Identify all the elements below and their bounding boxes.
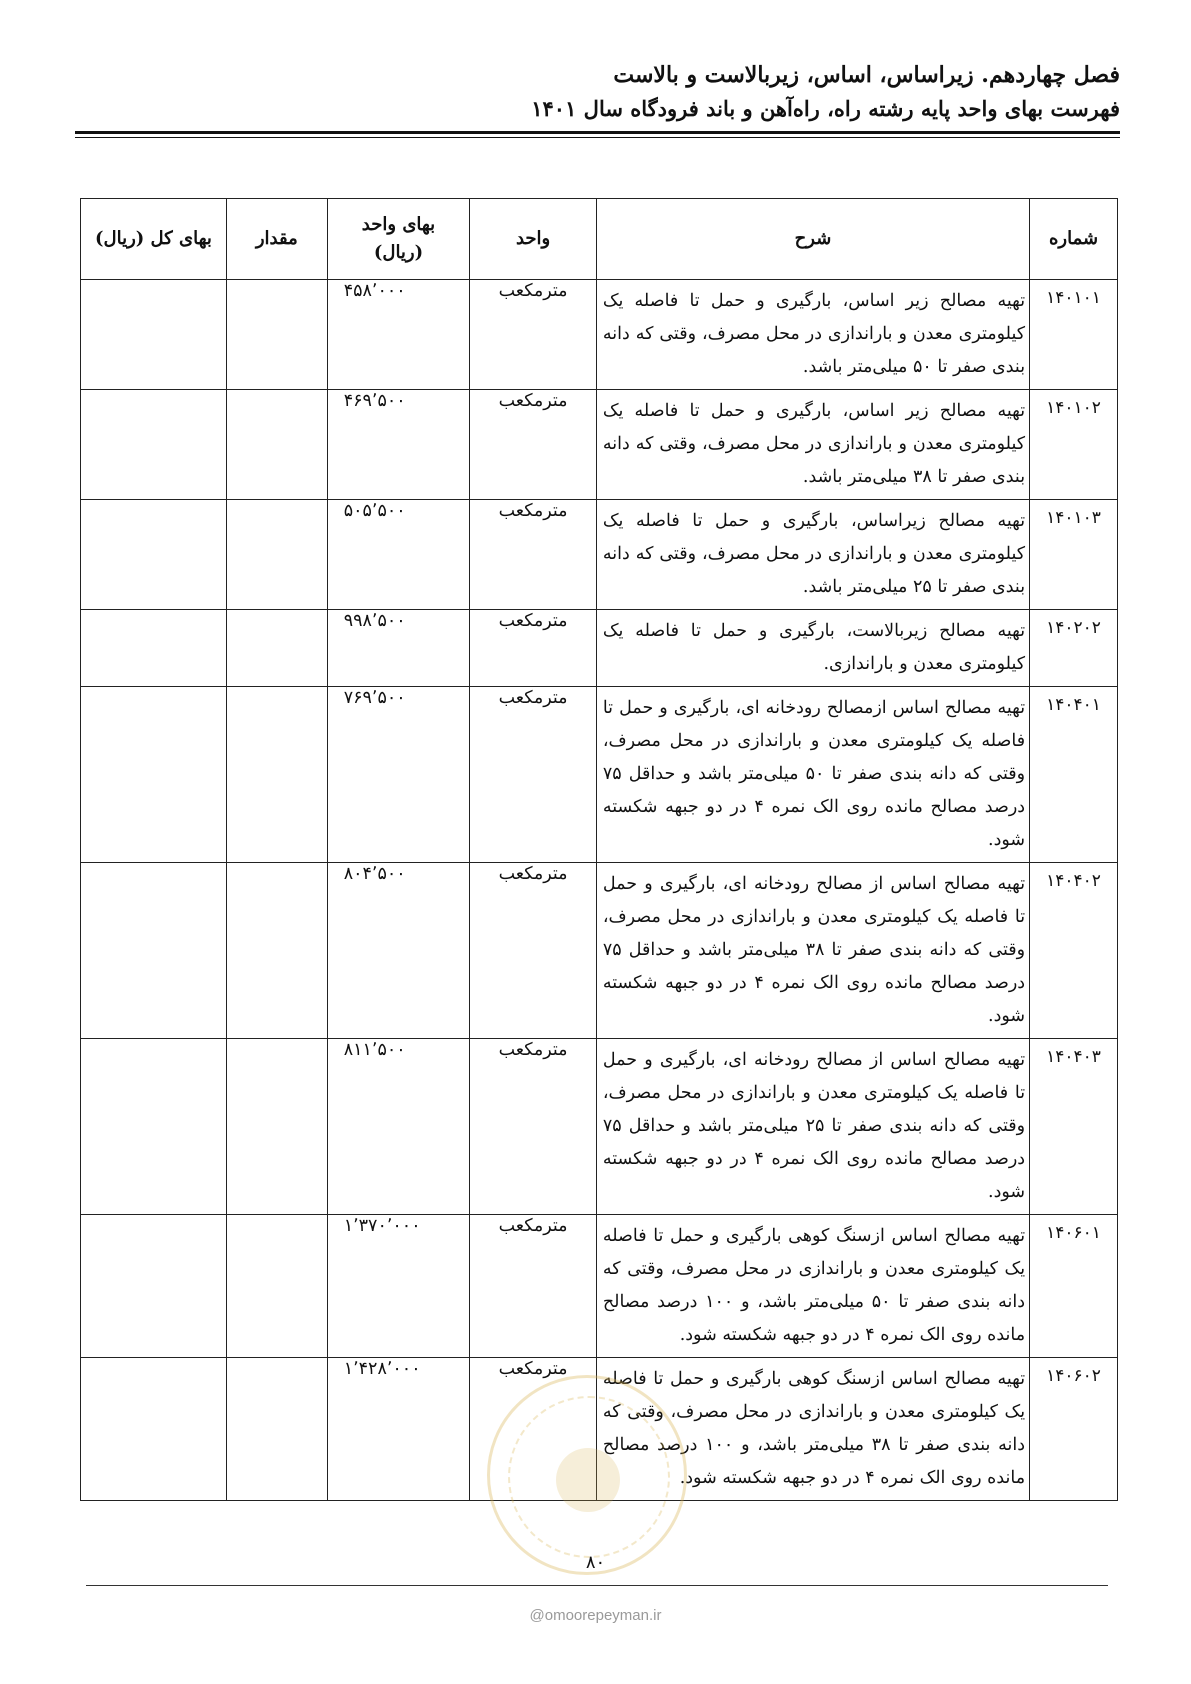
row-unit: مترمکعب [470, 500, 597, 610]
row-unit-price: ۴۶۹٬۵۰۰ [327, 390, 470, 500]
row-code: ۱۴۰۱۰۳ [1030, 500, 1118, 610]
row-desc: تهیه مصالح زیراساس، بارگیری و حمل تا فاصله یک کیلومتری معدن و باراندازی در محل مصرف، وقتی که دانه بندی صفر تا ۲۵ میلی‌متر باشد. [596, 500, 1029, 610]
price-table [80, 198, 1118, 1501]
row-code: ۱۴۰۱۰۱ [1030, 280, 1118, 390]
table-row [81, 687, 1118, 863]
row-total [81, 1215, 227, 1358]
row-total [81, 1358, 227, 1501]
page-header [75, 58, 1120, 126]
row-unit: مترمکعب [470, 610, 597, 687]
row-desc: تهیه مصالح اساس از مصالح رودخانه ای، بارگیری و حمل تا فاصله یک کیلومتری معدن و باراندازی در محل مصرف، وقتی که دانه بندی صفر تا ۲۵ میلی‌متر باشد و حداقل ۷۵ درصد مصالح مانده روی الک نمره ۴ در دو جبهه شکسته شود. [596, 1039, 1029, 1215]
row-unit-price: ۵۰۵٬۵۰۰ [327, 500, 470, 610]
col-header-qty: مقدار [226, 199, 327, 280]
row-desc: تهیه مصالح اساس ازسنگ کوهی بارگیری و حمل تا فاصله یک کیلومتری معدن و باراندازی در محل مصرف، وقتی که دانه بندی صفر تا ۵۰ میلی‌متر باشد، و ۱۰۰ درصد مصالح مانده روی الک نمره ۴ در دو جبهه شکسته شود. [596, 1215, 1029, 1358]
row-qty [226, 500, 327, 610]
row-desc: تهیه مصالح اساس ازمصالح رودخانه ای، بارگیری و حمل تا فاصله یک کیلومتری معدن و باراندازی در محل مصرف، وقتی که دانه بندی صفر تا ۵۰ میلی‌متر باشد و حداقل ۷۵ درصد مصالح مانده روی الک نمره ۴ در دو جبهه شکسته شود. [596, 687, 1029, 863]
row-total [81, 610, 227, 687]
table-row [81, 863, 1118, 1039]
row-qty [226, 1358, 327, 1501]
row-unit: مترمکعب [470, 687, 597, 863]
row-qty [226, 280, 327, 390]
row-unit-price: ۴۵۸٬۰۰۰ [327, 280, 470, 390]
col-header-unit: واحد [470, 199, 597, 280]
row-unit-price: ۸۰۴٬۵۰۰ [327, 863, 470, 1039]
table-row [81, 500, 1118, 610]
page-number: ۸۰ [585, 1552, 606, 1573]
row-qty [226, 1215, 327, 1358]
row-desc: تهیه مصالح اساس از مصالح رودخانه ای، بارگیری و حمل تا فاصله یک کیلومتری معدن و باراندازی در محل مصرف، وقتی که دانه بندی صفر تا ۳۸ میلی‌متر باشد و حداقل ۷۵ درصد مصالح مانده روی الک نمره ۴ در دو جبهه شکسته شود. [596, 863, 1029, 1039]
row-desc: تهیه مصالح زیربالاست، بارگیری و حمل تا فاصله یک کیلومتری معدن و باراندازی. [596, 610, 1029, 687]
table-row [81, 280, 1118, 390]
col-header-desc: شرح [596, 199, 1029, 280]
row-code: ۱۴۰۶۰۲ [1030, 1358, 1118, 1501]
table-row [81, 390, 1118, 500]
row-unit: مترمکعب [470, 1215, 597, 1358]
row-unit: مترمکعب [470, 1358, 597, 1501]
chapter-title: فصل چهاردهم. زیراساس، اساس، زیربالاست و بالاست [613, 62, 1120, 88]
list-title: فهرست بهای واحد پایه رشته راه، راه‌آهن و باند فرودگاه سال ۱۴۰۱ [531, 96, 1120, 121]
row-qty [226, 610, 327, 687]
row-code: ۱۴۰۴۰۲ [1030, 863, 1118, 1039]
row-total [81, 280, 227, 390]
footer-rule [86, 1585, 1108, 1586]
row-code: ۱۴۰۶۰۱ [1030, 1215, 1118, 1358]
col-header-unit-price-l1: بهای واحد [361, 214, 436, 235]
table-row [81, 1358, 1118, 1501]
table-row [81, 1215, 1118, 1358]
col-header-total: بهای کل (ریال) [81, 199, 227, 280]
row-unit-price: ۹۹۸٬۵۰۰ [327, 610, 470, 687]
row-qty [226, 687, 327, 863]
row-unit-price: ۷۶۹٬۵۰۰ [327, 687, 470, 863]
row-code: ۱۴۰۱۰۲ [1030, 390, 1118, 500]
row-code: ۱۴۰۴۰۳ [1030, 1039, 1118, 1215]
row-unit-price: ۱٬۴۲۸٬۰۰۰ [327, 1358, 470, 1501]
table-header-row [81, 199, 1118, 280]
row-total [81, 390, 227, 500]
row-total [81, 863, 227, 1039]
row-total [81, 1039, 227, 1215]
row-qty [226, 863, 327, 1039]
footer-watermark-text: @omoorepeyman.ir [529, 1607, 662, 1624]
header-rule-thick [75, 131, 1120, 134]
row-qty [226, 1039, 327, 1215]
header-rule-thin [75, 137, 1120, 138]
row-unit: مترمکعب [470, 863, 597, 1039]
table-row [81, 610, 1118, 687]
row-code: ۱۴۰۴۰۱ [1030, 687, 1118, 863]
row-unit: مترمکعب [470, 1039, 597, 1215]
row-desc: تهیه مصالح زیر اساس، بارگیری و حمل تا فاصله یک کیلومتری معدن و باراندازی در محل مصرف، وقتی که دانه بندی صفر تا ۵۰ میلی‌متر باشد. [596, 280, 1029, 390]
row-qty [226, 390, 327, 500]
row-code: ۱۴۰۲۰۲ [1030, 610, 1118, 687]
col-header-unit-price-l2: (ریال) [373, 242, 424, 263]
row-unit: مترمکعب [470, 280, 597, 390]
row-desc: تهیه مصالح اساس ازسنگ کوهی بارگیری و حمل تا فاصله یک کیلومتری معدن و باراندازی در محل مصرف، وقتی که دانه بندی صفر تا ۳۸ میلی‌متر باشد، و ۱۰۰ درصد مصالح مانده روی الک نمره ۴ در دو جبهه شکسته شود. [596, 1358, 1029, 1501]
col-header-unit-price [327, 199, 470, 280]
row-total [81, 687, 227, 863]
row-total [81, 500, 227, 610]
row-unit-price: ۸۱۱٬۵۰۰ [327, 1039, 470, 1215]
row-desc: تهیه مصالح زیر اساس، بارگیری و حمل تا فاصله یک کیلومتری معدن و باراندازی در محل مصرف، وقتی که دانه بندی صفر تا ۳۸ میلی‌متر باشد. [596, 390, 1029, 500]
row-unit-price: ۱٬۳۷۰٬۰۰۰ [327, 1215, 470, 1358]
table-row [81, 1039, 1118, 1215]
row-unit: مترمکعب [470, 390, 597, 500]
col-header-code: شماره [1030, 199, 1118, 280]
